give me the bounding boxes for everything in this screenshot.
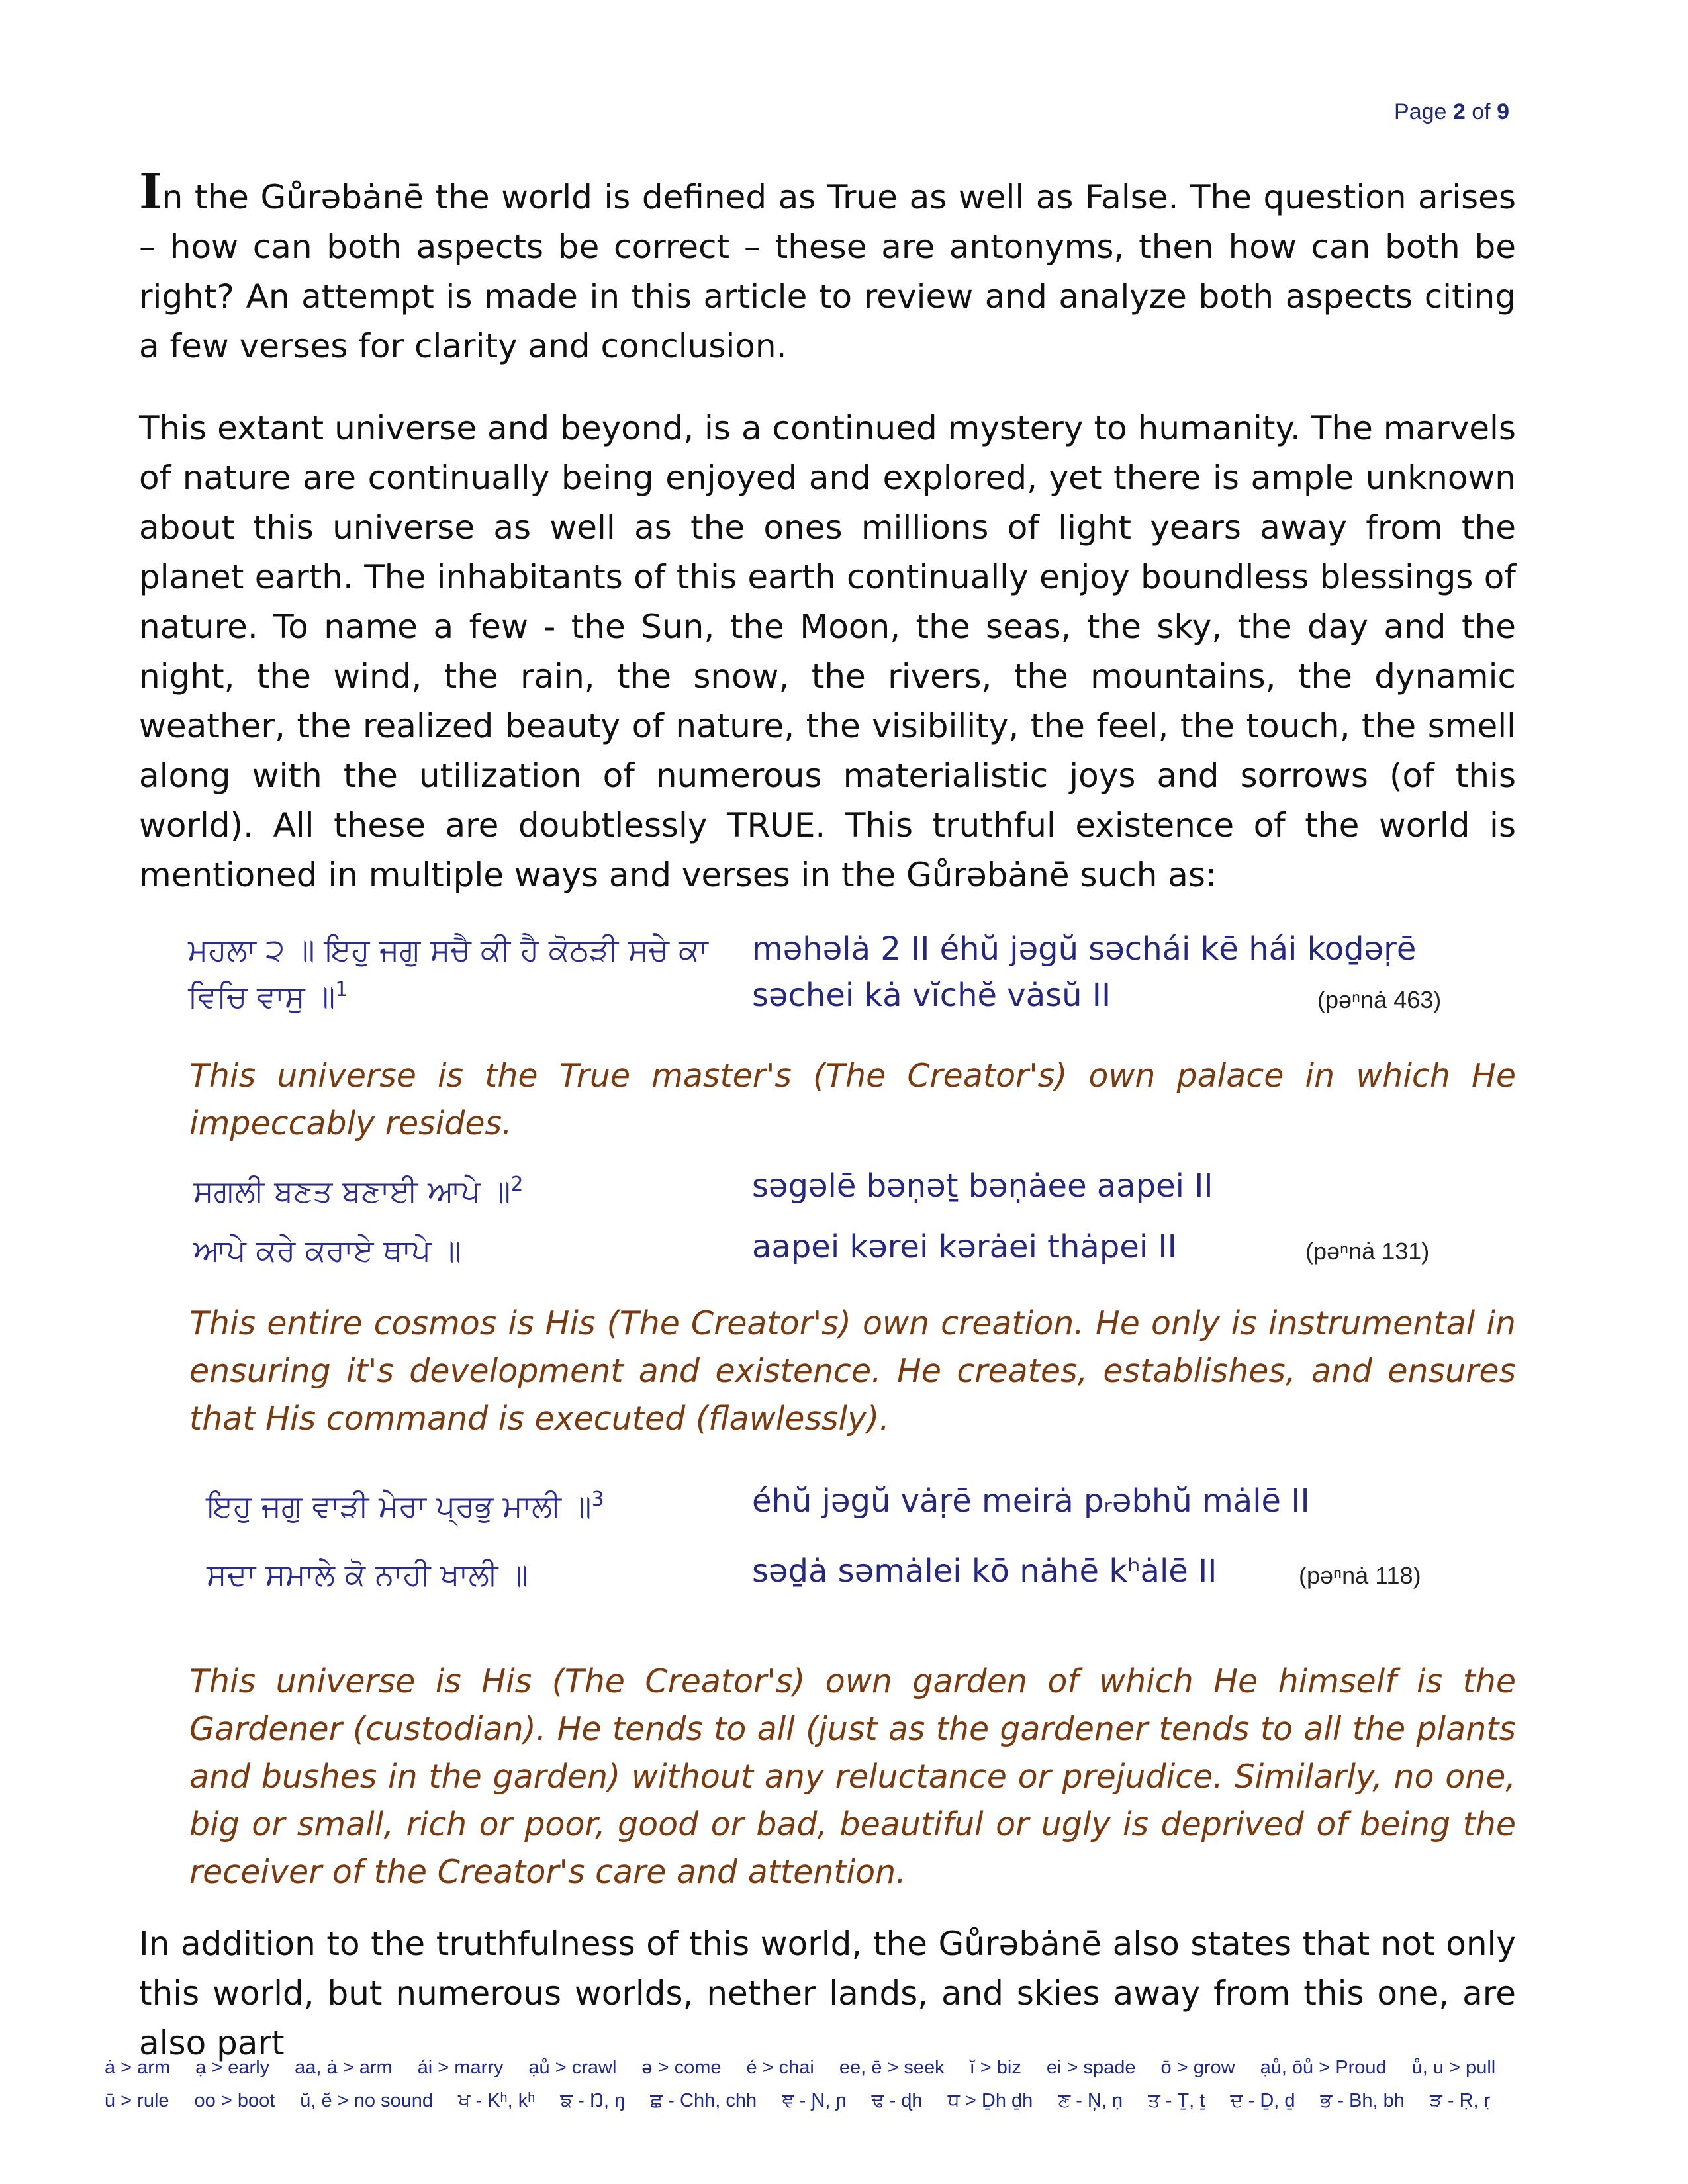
translation-verse-1: This universe is the True master's (The Creator's) own palace in which He impeccably resides. (189, 1057, 1516, 1142)
gurmukhi-verse-3-line-1: ਇਹੁ ਜਗੁ ਵਾੜੀ ਮੇਰਾ ਪ੍ਰਭੁ ਮਾਲੀ ॥$^3$ (207, 1488, 604, 1524)
page-reference-verse-2: (pəⁿnȧ 131) (1305, 1238, 1430, 1265)
gurmukhi-verse-2-line-2: ਆਪੇ ਕਰੇ ਕਰਾਏ ਥਾਪੇ ॥ (193, 1232, 461, 1268)
transliteration-verse-2-line-1: səgəlē bəṇəṯ bəṇȧee aapei II (752, 1167, 1213, 1205)
transliteration-verse-1-line-1: məhəlȧ 2 II éhŭ jəgŭ səchái kē hái koḏəṛē (752, 931, 1417, 968)
transliteration-verse-3-line-1: éhŭ jəgŭ vȧṛē meirȧ pᵣəbhŭ mȧlē II (752, 1482, 1310, 1520)
drop-cap: I (139, 163, 162, 220)
gurmukhi-verse-1-line-1: ਮਹਲਾ ੨ ॥ ਇਹੁ ਜਗੁ ਸਚੈ ਕੀ ਹੈ ਕੋਠੜੀ ਸਚੇ ਕਾ (188, 932, 708, 968)
intro-text: n the Gůrəbȧnē the world is defined as True as well as False. The question arises – how can both aspects be correct – these are antonyms, then how can both be right? An attempt is made in this article to review and analyze both aspects citing a few verses for clarity and conclusion. (139, 178, 1516, 365)
gurmukhi-verse-2-line-1: ਸਗਲੀ ਬਣਤ ਬਣਾਈ ਆਪੇ ॥$^2$ (193, 1173, 524, 1209)
footnote-marker-3[interactable]: 3 (591, 1488, 604, 1511)
body-paragraph-universe: This extant universe and beyond, is a continued mystery to humanity. The marvels of nature are continually being enjoyed and explored, yet there is ample unknown about this universe as well as the ones millions of light years away from the planet earth. The inhabitants of this earth continually enjoy boundless blessings of nature. To name a few - the Sun, the Moon, the seas, the sky, the day and the night, the wind, the rain, the snow, the rivers, the mountains, the dynamic weather, the realized beauty of nature, the visibility, the feel, the touch, the smell along with the utilization of numerous materialistic joys and sorrows (of this world). All these are doubtlessly TRUE. This truthful existence of the world is mentioned in multiple ways and verses in the Gůrəbȧnē such as: (139, 409, 1516, 894)
gurmukhi-verse-3-line-2: ਸਦਾ ਸਮਾਲੇ ਕੋ ਨਾਹੀ ਖਾਲੀ ॥ (207, 1557, 529, 1592)
page-reference-verse-1: (pəⁿnȧ 463) (1317, 986, 1442, 1013)
body-paragraph-continuation: In addition to the truthfulness of this world, the Gůrəbȧnē also states that not only this world, but numerous worlds, nether lands, and skies away from this one, are also part (139, 1925, 1516, 2062)
intro-paragraph (139, 163, 1516, 371)
page-reference-verse-3: (pəⁿnȧ 118) (1299, 1562, 1421, 1589)
pronunciation-legend-row-2: ū > rule oo > boot ŭ, ĕ > no sound ਖ - Kʰ, kʰ ਙ - Ŋ, ŋ ਛ - Chh, chh ਞ - Ɲ, ɲ ਢ - ɖh ਧ > Ḏh ḏh ਣ - N̦, ṇ ਤ - Ṯ, ṯ ਦ - Ḏ, ḏ ਭ - Bh, bh ੜ - Ṛ, ṛ (105, 2090, 1491, 2111)
footnote-marker-1[interactable]: 1 (335, 978, 348, 1001)
translation-verse-2: This entire cosmos is His (The Creator's) own creation. He only is instrumental in ensuring it's development and existence. He creates, establishes, and ensures that His command is executed (flawlessly). (189, 1304, 1516, 1437)
translation-verse-3: This universe is His (The Creator's) own garden of which He himself is the Gardener (custodian). He tends to all (just as the gardener tends to all the plants and bushes in the garden) without any reluctance or prejudice. Similarly, no one, big or small, rich or poor, good or bad, beautiful or ugly is deprived of being the receiver of the Creator's care and attention. (189, 1662, 1516, 1891)
gurmukhi-verse-1-line-2: ਵਿਚਿ ਵਾਸੁ ॥$^1$ (188, 978, 348, 1015)
transliteration-verse-2-line-2: aapei kərei kərȧei thȧpei II (752, 1228, 1177, 1265)
transliteration-verse-1-line-2: səchei kȧ vĭchĕ vȧsŭ II (752, 977, 1111, 1014)
pronunciation-legend-row-1: ȧ > arm ạ > early aa, ȧ > arm ái > marry ạů > crawl ə > come é > chai ee, ē > seek ĭ > biz ei > spade ō > grow ạů, ōů > Proud ů, u > pull (105, 2057, 1496, 2078)
transliteration-verse-3-line-2: səḏȧ səmȧlei kō nȧhē kʰȧlē II (752, 1553, 1217, 1590)
page-number: Page 2 of 9 (1394, 99, 1509, 124)
footnote-marker-2[interactable]: 2 (510, 1173, 524, 1196)
